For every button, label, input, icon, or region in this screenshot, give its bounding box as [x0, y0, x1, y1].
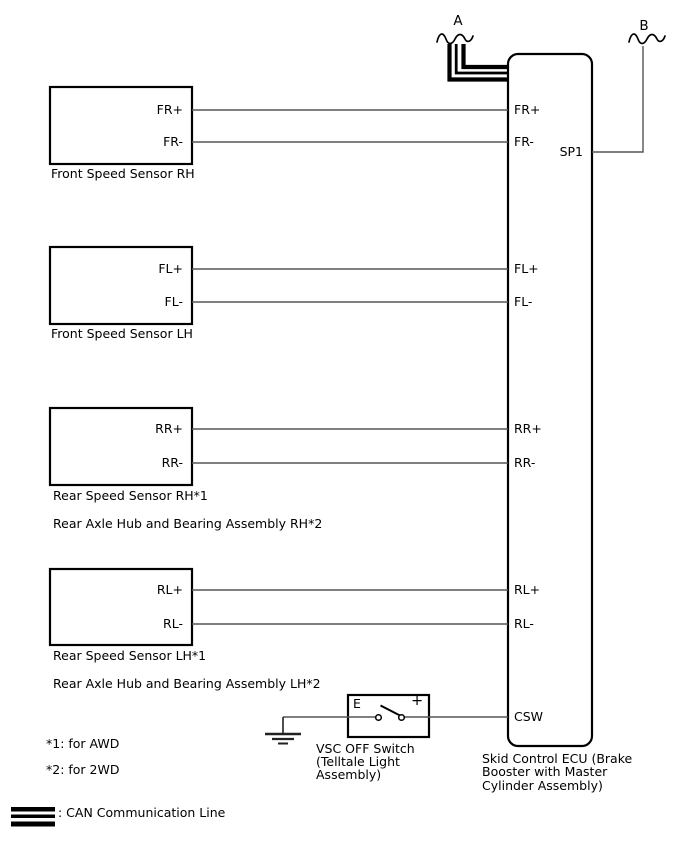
sensor-fl-pin-plus: FL+: [158, 261, 183, 276]
note-awd: *1: for AWD: [46, 736, 120, 751]
rear-speed-sensor-rh-caption: Rear Speed Sensor RH*1: [53, 488, 208, 503]
ecu-pin-rr-plus: RR+: [514, 421, 542, 436]
ecu-caption-line-1: Skid Control ECU (Brake: [482, 751, 633, 766]
can-legend-label: : CAN Communication Line: [58, 805, 226, 820]
ecu-pin-fl-minus: FL-: [514, 294, 533, 309]
switch-terminal-e: E: [353, 696, 361, 711]
ecu-caption-line-2: Booster with Master: [482, 764, 608, 779]
can-line-legend-icon: [11, 807, 55, 827]
rear-speed-sensor-lh-caption: Rear Speed Sensor LH*1: [53, 648, 207, 663]
ecu-caption-line-3: Cylinder Assembly): [482, 778, 603, 793]
sensor-fr-pin-minus: FR-: [163, 134, 183, 149]
sensor-fl-pin-minus: FL-: [164, 294, 183, 309]
switch-terminal-plus: +: [411, 693, 424, 709]
connector-b-label: B: [639, 18, 649, 34]
sensor-rr-pin-minus: RR-: [161, 455, 183, 470]
front-speed-sensor-rh-box: [50, 87, 192, 164]
ecu-pin-fl-plus: FL+: [514, 261, 539, 276]
rear-axle-hub-rh-caption: Rear Axle Hub and Bearing Assembly RH*2: [53, 516, 323, 531]
break-symbol-a: [437, 34, 473, 44]
ecu-pin-fr-plus: FR+: [514, 102, 541, 117]
wire-sp1-to-connector-b: [592, 46, 643, 152]
ecu-pin-rr-minus: RR-: [514, 455, 536, 470]
ground-icon: [265, 717, 301, 744]
switch-caption-line-3: Assembly): [316, 767, 382, 782]
rear-axle-hub-lh-caption: Rear Axle Hub and Bearing Assembly LH*2: [53, 676, 321, 691]
note-2wd: *2: for 2WD: [46, 762, 120, 777]
ecu-pin-fr-minus: FR-: [514, 134, 534, 149]
sensor-rl-pin-minus: RL-: [163, 616, 183, 631]
can-bus-line: [450, 44, 509, 80]
rear-speed-sensor-lh-box: [50, 569, 192, 645]
front-speed-sensor-lh-box: [50, 247, 192, 324]
ecu-pin-rl-plus: RL+: [514, 582, 541, 597]
rear-speed-sensor-rh-box: [50, 408, 192, 485]
sensor-rr-pin-plus: RR+: [155, 421, 183, 436]
connector-a-label: A: [453, 13, 463, 29]
switch-caption-line-1: VSC OFF Switch: [316, 741, 415, 756]
ecu-pin-sp1: SP1: [559, 144, 583, 159]
ecu-pin-csw: CSW: [514, 709, 544, 724]
switch-caption-line-2: (Telltale Light: [316, 754, 400, 769]
front-speed-sensor-rh-caption: Front Speed Sensor RH: [51, 166, 195, 181]
front-speed-sensor-lh-caption: Front Speed Sensor LH: [51, 326, 193, 341]
sensor-fr-pin-plus: FR+: [156, 102, 183, 117]
break-symbol-b: [629, 34, 665, 44]
ecu-pin-rl-minus: RL-: [514, 616, 534, 631]
sensor-rl-pin-plus: RL+: [156, 582, 183, 597]
